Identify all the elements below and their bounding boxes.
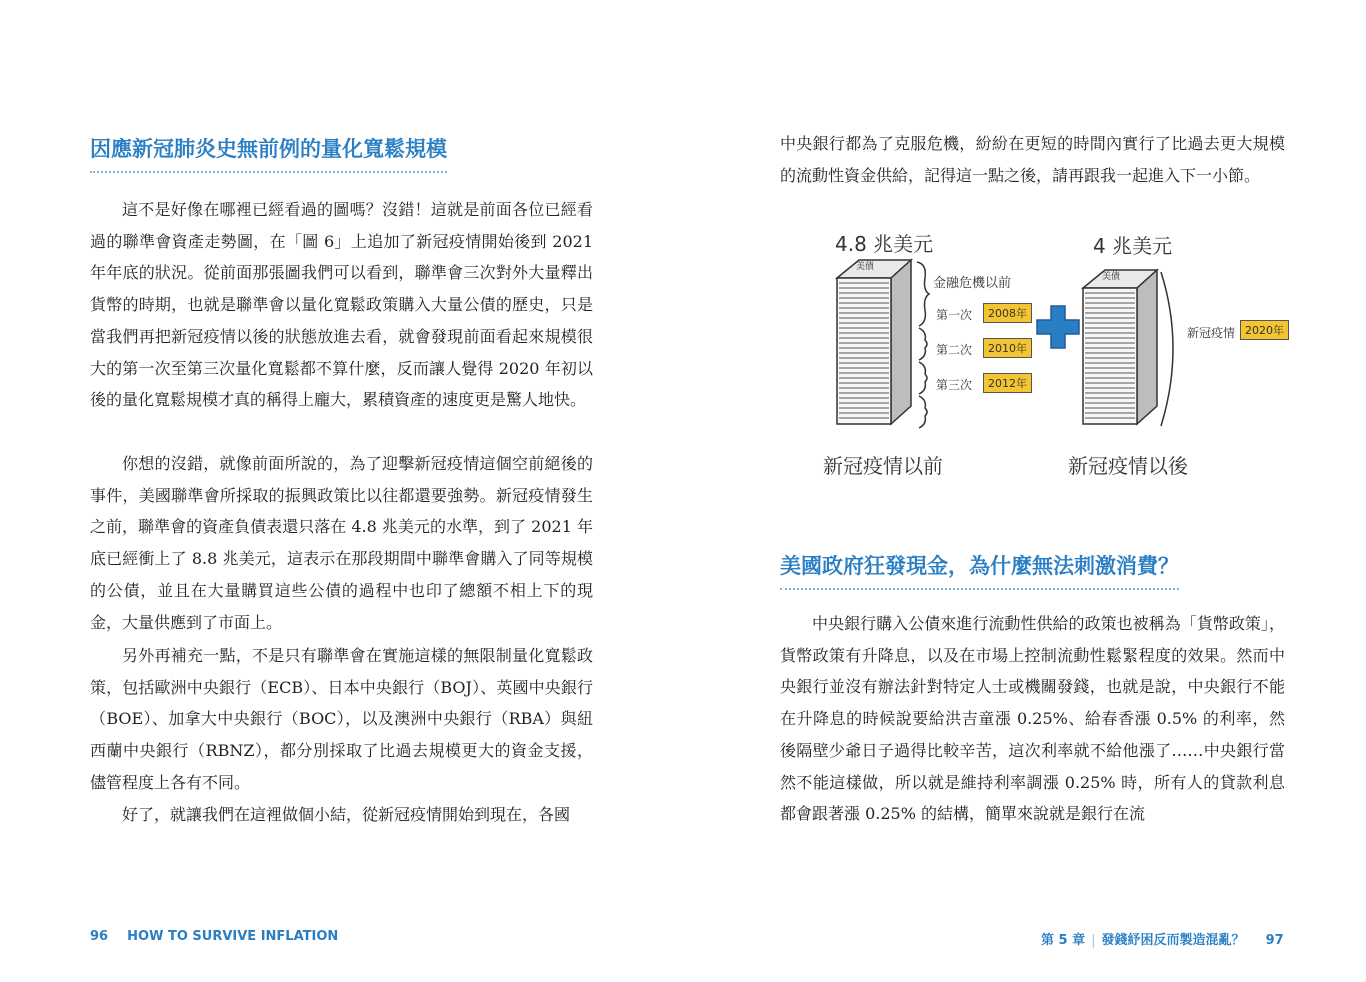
before-crisis-label: 金融危機以前 <box>933 276 1012 291</box>
right-page <box>683 0 1366 982</box>
right-amount-label: 4 兆美元 <box>1093 234 1173 258</box>
round-2-label: 第二次 <box>936 343 973 357</box>
bond-stack-before-icon <box>835 256 915 426</box>
round-3-label: 第三次 <box>936 378 973 392</box>
running-title: HOW TO SURVIVE INFLATION <box>127 929 339 944</box>
left-amount-label: 4.8 兆美元 <box>835 232 934 256</box>
chapter-label: 第 5 章 <box>1041 933 1086 948</box>
paragraph-cash: 中央銀行購入公債來進行流動性供給的政策也被稱為「貨幣政策」，貨幣政策有升降息，以及在市場上控制流動性鬆緊程度的效果。然而中央銀行並沒有辦法針對特定人士或機關發錢，也就是說，中央銀行不能在升降息的時候說要給洪吉童漲 0.25%、給春香漲 0.5% 的利率，然後隔壁少爺日子過得比較辛苦，這次利率就不給他漲了……中央銀行當然不能這樣做，所以就是維持利率調漲 0.25% 時，所有人的貸款利息都會跟著漲 0.25% 的結構，簡單來說就是銀行在流 <box>780 614 1285 824</box>
round-1-year: 2008年 <box>983 303 1032 323</box>
round-3-year: 2012年 <box>983 373 1032 393</box>
left-footer <box>90 929 338 944</box>
paragraph-3: 另外再補充一點，不是只有聯準會在實施這樣的無限制量化寬鬆政策，包括歐洲中央銀行（ECB）、日本中央銀行（BOJ）、英國中央銀行（BOE）、加拿大中央銀行（BOC），以及澳洲中央銀行（RBA）與紐西蘭中央銀行（RBNZ），都分別採取了比過去規模更大的資金支援，儘管程度上各有不同。 <box>90 646 593 792</box>
qe-comparison-illustration <box>823 222 1293 492</box>
bond-stack-after-icon <box>1081 266 1161 426</box>
page-number-right: 97 <box>1265 933 1284 948</box>
paragraph-4: 好了，就讓我們在這裡做個小結，從新冠疫情開始到現在，各國 <box>122 805 571 824</box>
arc-brace-icon <box>1159 270 1189 430</box>
paragraph-1: 這不是好像在哪裡已經看過的圖嗎？沒錯！這就是前面各位已經看過的聯準會資產走勢圖，在「圖 6」上追加了新冠疫情開始後到 2021 年年底的狀況。從前面那張圖我們可以看到，聯準會三次對外大量釋出貨幣的時期，也就是聯準會以量化寬鬆政策購入大量公債的歷史，只是當我們再把新冠疫情以後的狀態放進去看，就會發現前面看起來規模很大的第一次至第三次量化寬鬆都不算什麼，反而讓人覺得 2020 年初以後的量化寬鬆規模才真的稱得上龐大，累積資產的速度更是驚人地快。 <box>90 200 593 410</box>
round-2-year: 2010年 <box>983 338 1032 358</box>
covid-label: 新冠疫情 <box>1187 326 1236 340</box>
caption-before: 新冠疫情以前 <box>823 454 943 478</box>
brace-icon <box>915 260 935 430</box>
caption-after: 新冠疫情以後 <box>1068 454 1188 478</box>
paragraph-2: 你想的沒錯，就像前面所說的，為了迎擊新冠疫情這個空前絕後的事件，美國聯準會所採取的振興政策比以往都還要強勢。新冠疫情發生之前，聯準會的資產負債表還只落在 4.8 兆美元的水準，到了 2021 年底已經衝上了 8.8 兆美元，這表示在那段期間中聯準會購入了同等規模的公債，並且在大量購買這些公債的過程中也印了總額不相上下的現金，大量供應到了市面上。 <box>90 454 593 632</box>
right-footer: 第 5 章 | 發錢紓困反而製造混亂？ 97 <box>1041 933 1284 948</box>
top-paragraph: 中央銀行都為了克服危機，紛紛在更短的時間內實行了比過去更大規模的流動性資金供給，記得這一點之後，請再跟我一起進入下一小節。 <box>780 134 1285 185</box>
page-number-left: 96 <box>90 929 109 944</box>
plus-icon <box>1035 304 1081 350</box>
chapter-title: 發錢紓困反而製造混亂？ <box>1101 933 1245 948</box>
section-heading-qe: 因應新冠肺炎史無前例的量化寬鬆規模 <box>90 133 447 173</box>
round-1-label: 第一次 <box>936 308 973 322</box>
covid-year: 2020年 <box>1240 320 1289 340</box>
section-heading-cash: 美國政府狂發現金，為什麼無法刺激消費？ <box>780 550 1179 590</box>
bond-tag-left: 美債 <box>856 262 875 272</box>
bond-tag-right: 美債 <box>1102 272 1121 282</box>
